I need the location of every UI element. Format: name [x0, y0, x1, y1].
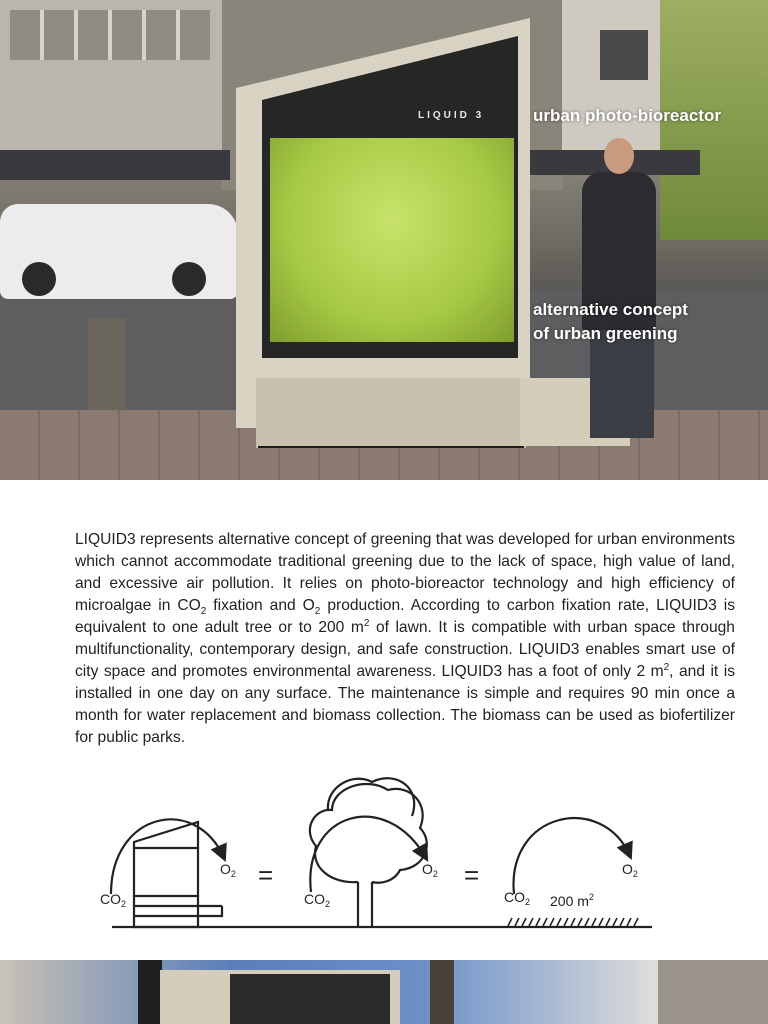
- equals-sign: =: [464, 860, 480, 890]
- o2-label-lawn: $O_2$: [622, 861, 638, 879]
- equals-sign: =: [258, 860, 274, 890]
- lawn-area-label: 200 $m^2$: [550, 892, 594, 909]
- kiosk-bench-line: [134, 906, 222, 916]
- building: [658, 960, 768, 1024]
- superscript: 2: [363, 617, 370, 629]
- co2-label-tree: $CO_2$: [304, 891, 331, 909]
- car-wheel: [22, 262, 56, 296]
- caption-alternative-concept: [533, 298, 688, 346]
- building-window: [600, 30, 648, 80]
- text-run: fixation and O: [206, 597, 315, 614]
- text-run: of lawn. It is compatible with urban space through multifunctionality, contemporary design, and safe construction. LIQUID3 enables smart use of city space and promotes environmental awareness. LIQUID3 has a foot of only 2 m: [75, 619, 735, 680]
- text-run: LIQUID3 represents alternative concept of greening that was developed for urban environments which cannot accommodate traditional greening due to the lack of space, high value of land, and excessive air pollution. It relies on photo-bioreactor technology and high efficiency of microalgae in CO: [75, 531, 735, 614]
- subscript: 2: [200, 606, 207, 618]
- caption-line: alternative concept: [533, 300, 688, 319]
- superscript: 2: [663, 661, 670, 673]
- co2-label-lawn: $CO_2$: [504, 889, 531, 907]
- pedestrian-legs: [590, 330, 654, 438]
- caption-photo-bioreactor: urban photo-bioreactor: [533, 106, 721, 125]
- lawn-grass: [508, 918, 638, 926]
- lamp-post: [138, 960, 162, 1024]
- tree-trunk: [430, 960, 454, 1024]
- subscript: 2: [314, 606, 321, 618]
- pedestrian-head: [604, 138, 634, 174]
- hero-photo: [0, 0, 768, 480]
- tree-trunk: [358, 882, 372, 927]
- co2-label-kiosk: $CO_2$: [100, 891, 127, 909]
- bus-shelter: [0, 150, 230, 180]
- text-run: , and it is installed in one day on any surface. The maintenance is simple and requires 90 min once a month for water replacement and biomass collection. The biomass can be used as biofertilizer for public parks.: [75, 663, 735, 746]
- text-run: production. According to carbon fixation rate, LIQUID3 is equivalent to one adult tree or to 200 m: [75, 597, 735, 636]
- lawn-arrow: [514, 818, 630, 894]
- caption-line: of urban greening: [533, 324, 678, 343]
- algae-tank: [270, 138, 514, 342]
- kiosk-brand: LIQUID 3: [418, 110, 485, 121]
- car-wheel: [172, 262, 206, 296]
- o2-label-kiosk: $O_2$: [220, 861, 236, 879]
- kiosk-top-panel: [230, 974, 390, 1024]
- building-windows: [10, 10, 210, 60]
- bottom-photo: [0, 960, 768, 1024]
- equivalence-diagram: [96, 772, 666, 937]
- tree-arrow: [310, 817, 426, 892]
- bollard: [88, 318, 126, 418]
- description-paragraph: [75, 529, 735, 749]
- kiosk-outline: [134, 822, 198, 927]
- o2-label-tree: $O_2$: [422, 861, 438, 879]
